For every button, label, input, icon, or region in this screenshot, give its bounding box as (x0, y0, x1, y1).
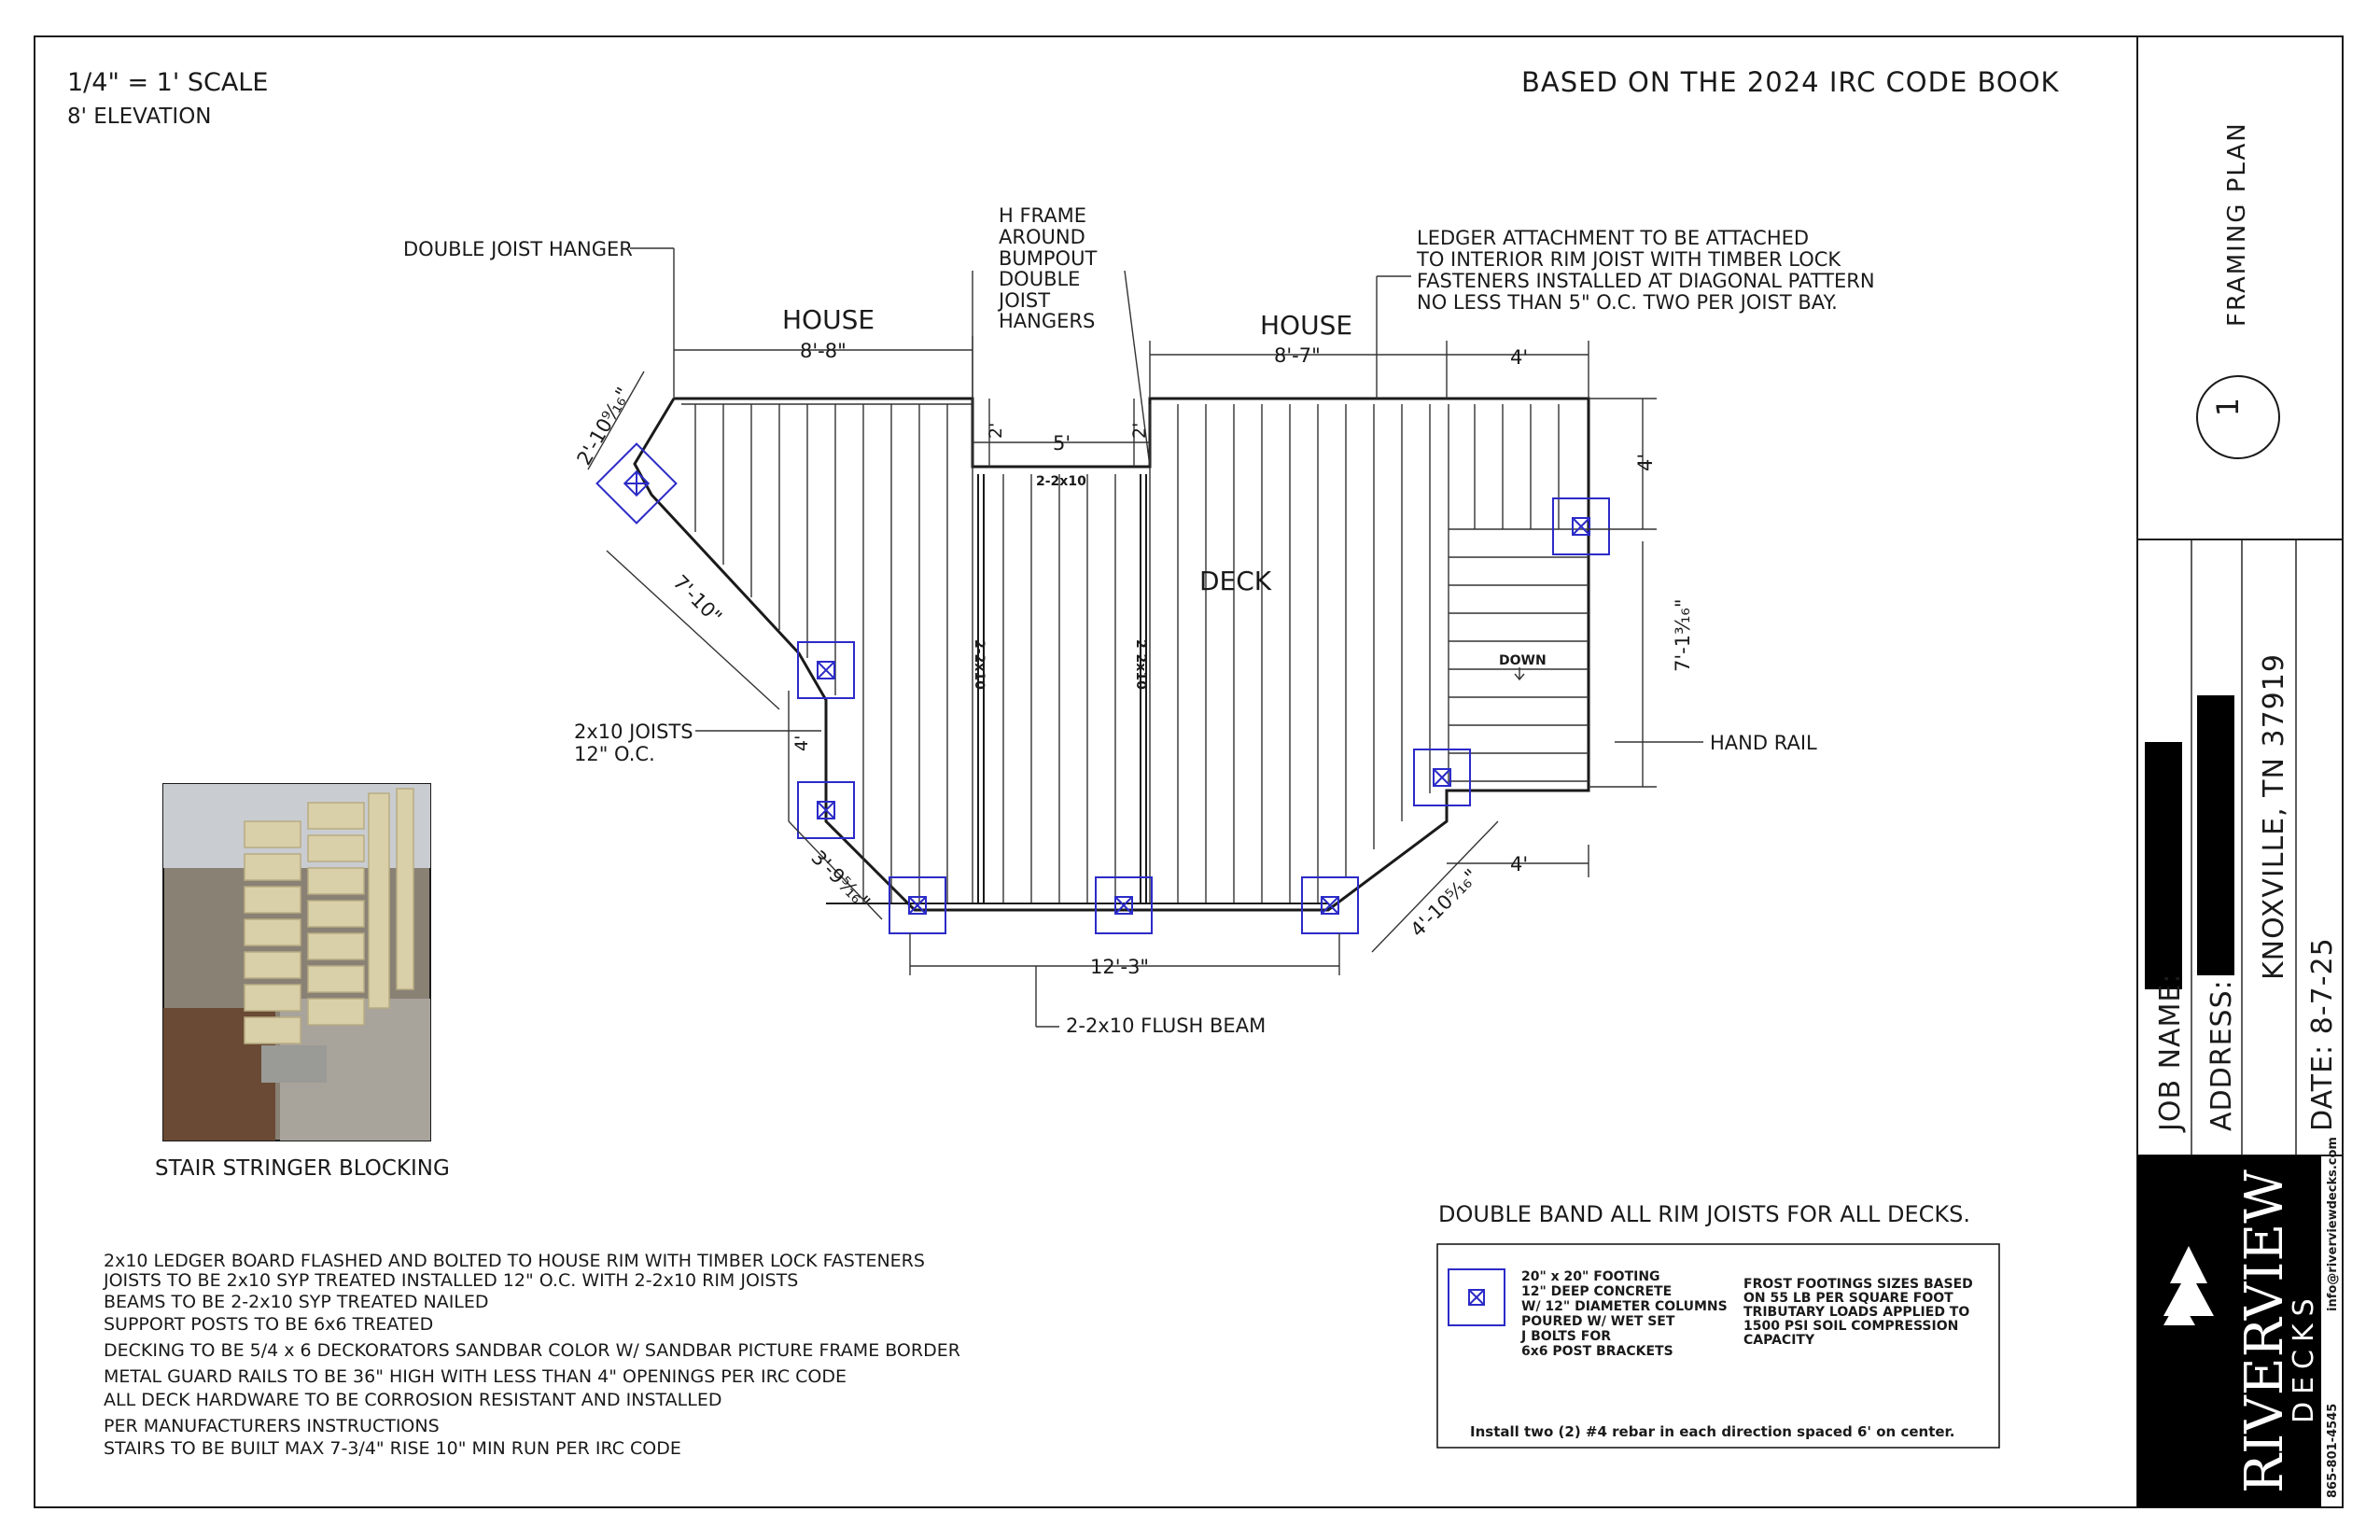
frost-line: FROST FOOTINGS SIZES BASED (1743, 1277, 1973, 1292)
dim-right-house: 8'-7" (1274, 344, 1321, 367)
post-marker (889, 877, 945, 933)
sheet-title: FRAMING PLAN (2223, 121, 2251, 327)
general-notes (103, 1251, 960, 1459)
callout-joists-1: 2x10 JOISTS (574, 721, 693, 743)
address-label: ADDRESS: (2205, 979, 2238, 1131)
callout-double-joist-hanger: DOUBLE JOIST HANGER (403, 238, 633, 260)
note-line: ALL DECK HARDWARE TO BE CORROSION RESISTANT AND INSTALLED (104, 1390, 722, 1410)
legend-heading: DOUBLE BAND ALL RIM JOISTS FOR ALL DECKS. (1438, 1201, 1970, 1227)
dim-right-vert-4: 4' (1634, 453, 1657, 471)
dim-bump-width: 5' (1053, 432, 1071, 455)
brand-subtitle: DECKS (2288, 1291, 2320, 1423)
rebar-note: Install two (2) #4 rebar in each direction spaced 6' on center. (1470, 1423, 1955, 1440)
bump-beam-label: 2-2x10 (1036, 474, 1086, 489)
house-label-right: HOUSE (1260, 310, 1353, 341)
dim-bump-left: 2' (986, 422, 1006, 439)
callout-ledger-4: NO LESS THAN 5" O.C. TWO PER JOIST BAY. (1417, 291, 1838, 314)
post-marker (798, 642, 854, 698)
footing-posts (597, 444, 1609, 933)
note-line: METAL GUARD RAILS TO BE 36" HIGH WITH LESS THAN 4" OPENINGS PER IRC CODE (104, 1366, 847, 1387)
footing-line: 6x6 POST BRACKETS (1521, 1344, 1673, 1359)
frost-line: CAPACITY (1743, 1333, 1815, 1348)
stair-down-label: DOWN (1499, 653, 1547, 668)
frost-line: ON 55 LB PER SQUARE FOOT (1743, 1291, 1953, 1306)
scale-label: 1/4" = 1' SCALE (67, 68, 269, 97)
callout-hand-rail: HAND RAIL (1710, 732, 1817, 754)
brand-name: RIVERVIEW (2234, 1169, 2295, 1493)
footing-line: 12" DEEP CONCRETE (1521, 1284, 1673, 1299)
dim-left-4: 4' (791, 735, 812, 751)
sheet-number: 1 (2210, 397, 2246, 417)
joists (695, 404, 1559, 903)
title-block (2137, 121, 2343, 1507)
callout-h-frame-3: BUMPOUT (999, 247, 1098, 270)
dim-right-top-4: 4' (1510, 346, 1529, 369)
callout-joists-2: 12" O.C. (574, 743, 655, 765)
redacted-job-name (2145, 742, 2182, 989)
dim-bump-right: 2' (1129, 422, 1150, 439)
note-line: STAIRS TO BE BUILT MAX 7-3/4" RISE 10" MIN RUN PER IRC CODE (104, 1438, 681, 1459)
callout-h-frame-6: HANGERS (999, 310, 1096, 332)
post-marker (1414, 749, 1470, 805)
dim-diag-top-left: 2'-10⁹⁄₁₆" (572, 383, 636, 469)
dim-bottom: 12'-3" (1090, 956, 1150, 978)
post-marker (1302, 877, 1358, 933)
elevation-label: 8' ELEVATION (67, 105, 212, 129)
callout-h-frame-4: DOUBLE (999, 268, 1081, 290)
photo-caption: STAIR STRINGER BLOCKING (155, 1156, 450, 1181)
callout-ledger-3: FASTENERS INSTALLED AT DIAGONAL PATTERN (1417, 270, 1875, 292)
deck-label: DECK (1199, 566, 1272, 596)
job-name-label: JOB NAME: (2154, 973, 2187, 1131)
note-line: SUPPORT POSTS TO BE 6x6 TREATED (104, 1314, 434, 1335)
post-marker (1553, 498, 1609, 554)
house-label-left: HOUSE (782, 304, 875, 335)
note-line: 2x10 LEDGER BOARD FLASHED AND BOLTED TO HOUSE RIM WITH TIMBER LOCK FASTENERS (104, 1251, 925, 1271)
post-marker (597, 444, 677, 524)
note-line: BEAMS TO BE 2-2x10 SYP TREATED NAILED (104, 1292, 489, 1312)
callout-h-frame-1: H FRAME (999, 204, 1087, 227)
dim-diag-bottom-left: 3'-9⁵⁄₁₆" (806, 846, 875, 915)
footing-line: J BOLTS FOR (1521, 1329, 1612, 1344)
frost-line: 1500 PSI SOIL COMPRESSION (1743, 1319, 1959, 1334)
redacted-address (2197, 695, 2234, 975)
footing-legend (1437, 1244, 1999, 1448)
beam-lines (826, 467, 1328, 903)
callout-flush-beam: 2-2x10 FLUSH BEAM (1066, 1015, 1267, 1037)
dim-diag-bottom-right: 4'-10⁵⁄₁₆" (1406, 864, 1483, 942)
code-note: BASED ON THE 2024 IRC CODE BOOK (1521, 66, 2060, 98)
callout-h-frame-5: JOIST (999, 289, 1051, 312)
footing-line: 20" x 20" FOOTING (1521, 1269, 1660, 1284)
beam-label-left: 2-2x10 (972, 639, 987, 690)
beam-label-right: 2-2x10 (1133, 639, 1148, 690)
email-address: info@riverviewdecks.com (2326, 1137, 2340, 1311)
note-line: JOISTS TO BE 2x10 SYP TREATED INSTALLED 12" O.C. WITH 2-2x10 RIM JOISTS (104, 1270, 799, 1291)
dim-left-house: 8'-8" (800, 340, 847, 362)
dim-right-bottom-4: 4' (1510, 853, 1529, 875)
date-line: DATE: 8-7-25 (2306, 937, 2339, 1131)
framing-plan (573, 248, 1703, 1027)
note-line: DECKING TO BE 5/4 x 6 DECKORATORS SANDBAR COLOR W/ SANDBAR PICTURE FRAME BORDER (104, 1340, 960, 1361)
post-marker (1096, 877, 1152, 933)
city-line: KNOXVILLE, TN 37919 (2258, 653, 2290, 980)
stair-stringer-photo (163, 784, 430, 1141)
legend-post-icon (1449, 1269, 1505, 1325)
deck-outline (635, 399, 1589, 910)
dim-diag-left: 7'-10" (668, 570, 727, 629)
callout-ledger-2: TO INTERIOR RIM JOIST WITH TIMBER LOCK (1417, 248, 1841, 271)
frost-line: TRIBUTARY LOADS APPLIED TO (1743, 1305, 1970, 1320)
dim-stair-run: 7'-1³⁄₁₆" (1672, 598, 1694, 672)
note-line: PER MANUFACTURERS INSTRUCTIONS (104, 1416, 440, 1436)
callout-h-frame-2: AROUND (999, 226, 1085, 248)
callout-ledger-1: LEDGER ATTACHMENT TO BE ATTACHED (1417, 227, 1810, 249)
footing-line: POURED W/ WET SET (1521, 1314, 1675, 1329)
phone-number: 865-801-4545 (2326, 1403, 2340, 1498)
footing-line: W/ 12" DIAMETER COLUMNS (1521, 1299, 1728, 1314)
